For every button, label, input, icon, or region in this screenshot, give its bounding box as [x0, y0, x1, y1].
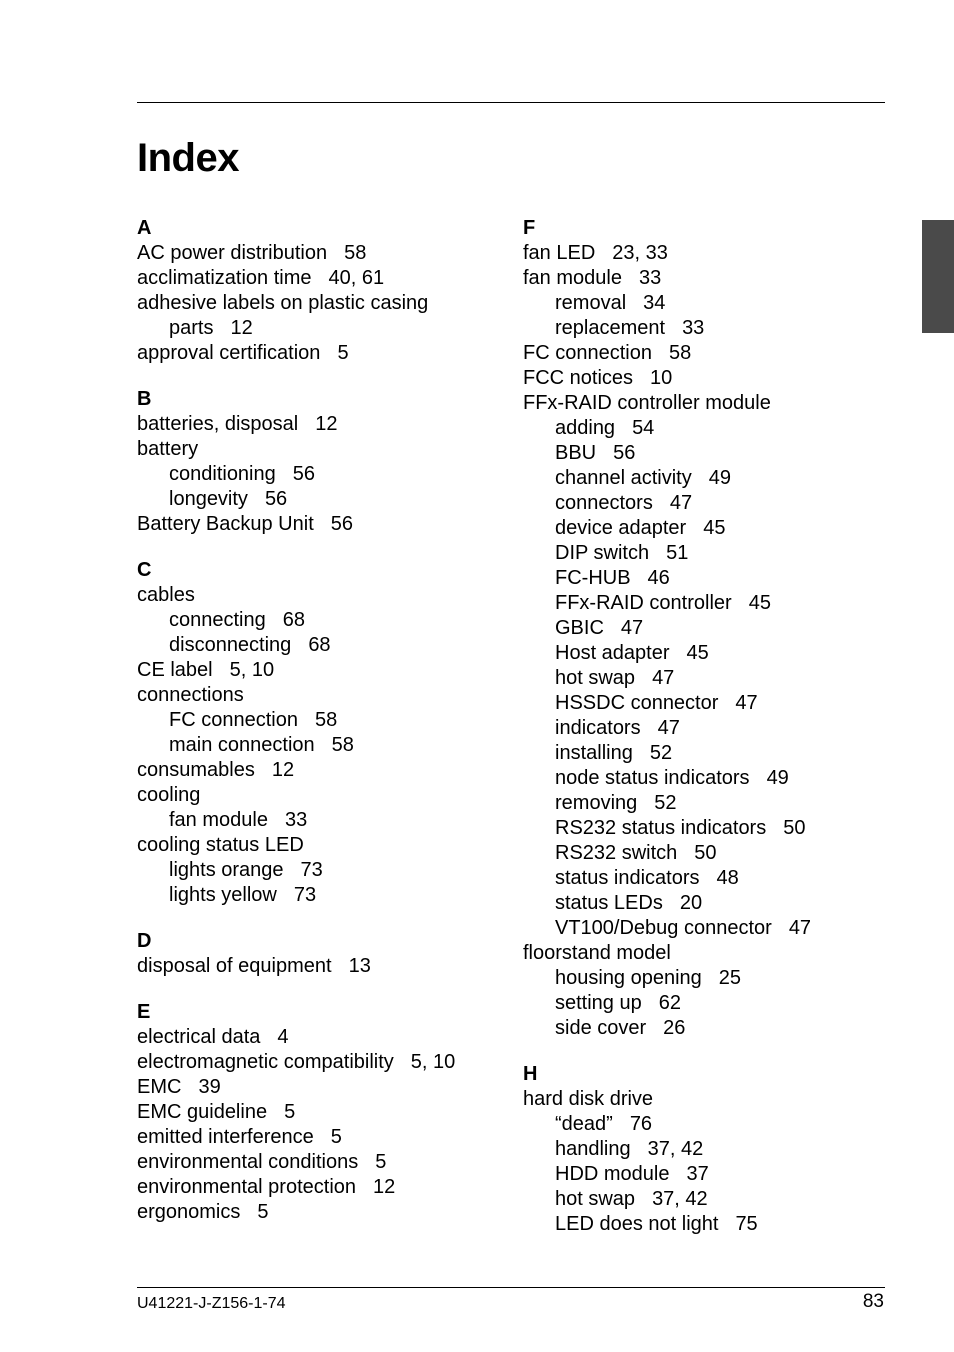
index-term: EMC guideline [137, 1101, 268, 1123]
index-term: floorstand model [523, 942, 671, 964]
index-term: removing [555, 792, 638, 814]
index-page-reference: 73 [293, 884, 317, 906]
index-term: LED does not light [555, 1213, 719, 1235]
index-page-reference: 33 [638, 267, 662, 289]
index-term: status LEDs [555, 892, 663, 914]
index-term: FC connection [523, 342, 652, 364]
index-entry [137, 1025, 507, 1050]
index-term: consumables [137, 759, 255, 781]
index-term: AC power distribution [137, 242, 328, 264]
index-subentry [523, 441, 883, 466]
index-subentry [523, 291, 883, 316]
index-entry [137, 266, 507, 291]
index-entry [137, 291, 507, 316]
index-subentry [137, 462, 507, 487]
index-subentry [523, 816, 883, 841]
index-term: indicators [555, 717, 641, 739]
index-entry [137, 658, 507, 683]
footer-rule [137, 1287, 885, 1288]
index-page-reference: 45 [748, 592, 771, 614]
index-page-reference: 45 [703, 517, 726, 539]
index-page-reference: 56 [264, 488, 288, 510]
index-page-reference: 13 [348, 955, 371, 977]
index-term: hot swap [555, 1188, 636, 1210]
index-entry [523, 391, 883, 416]
index-term: fan module [523, 267, 622, 289]
index-page-reference: 48 [716, 867, 739, 889]
index-entry [137, 1175, 507, 1200]
index-subentry [523, 541, 883, 566]
index-entry [137, 512, 507, 537]
index-entry [137, 954, 507, 979]
index-term: hard disk drive [523, 1088, 654, 1110]
index-term: connecting [169, 609, 266, 631]
index-subentry [137, 608, 507, 633]
index-page-reference: 45 [686, 642, 709, 664]
index-subentry [523, 641, 883, 666]
index-entry [523, 266, 883, 291]
index-term: hot swap [555, 667, 636, 689]
index-term: CE label [137, 659, 213, 681]
index-entry [523, 366, 883, 391]
index-letter-heading: C [137, 559, 152, 581]
index-group [137, 1000, 507, 1225]
index-term: channel activity [555, 467, 692, 489]
index-term: conditioning [169, 463, 276, 485]
index-term: cooling [137, 784, 201, 806]
index-page-reference: 54 [632, 417, 655, 439]
index-subentry [523, 916, 883, 941]
index-term: fan LED [523, 242, 596, 264]
index-page-reference: 68 [282, 609, 305, 631]
index-page-reference: 62 [658, 992, 681, 1014]
index-entry [137, 783, 507, 808]
index-letter-heading: H [523, 1063, 538, 1085]
index-subentry [523, 1187, 883, 1212]
index-subentry [523, 666, 883, 691]
footer-page-number: 83 [862, 1291, 884, 1312]
index-entry [137, 1100, 507, 1125]
index-entry [523, 1087, 883, 1112]
index-page-reference: 5 [284, 1101, 296, 1123]
index-subentry [523, 716, 883, 741]
index-term: HDD module [555, 1163, 670, 1185]
index-entry [137, 1125, 507, 1150]
index-page-reference: 47 [657, 717, 680, 739]
index-page-reference: 73 [300, 859, 323, 881]
index-subentry [523, 516, 883, 541]
index-page-reference: 56 [330, 513, 353, 535]
index-term: side cover [555, 1017, 647, 1039]
index-term: setting up [555, 992, 642, 1014]
index-subentry [523, 316, 883, 341]
index-page-reference: 68 [308, 634, 331, 656]
index-subentry [523, 1137, 883, 1162]
index-page-reference: 37, 42 [647, 1138, 704, 1160]
index-group [137, 216, 507, 366]
index-letter-heading: E [137, 1001, 151, 1023]
index-subentry [137, 708, 507, 733]
index-subentry [523, 566, 883, 591]
index-group [137, 558, 507, 908]
index-column-right [523, 216, 883, 1258]
index-subentry [523, 491, 883, 516]
index-term: FFx-RAID controller [555, 592, 732, 614]
index-subentry [523, 466, 883, 491]
index-term: removal [555, 292, 627, 314]
index-page-reference: 50 [783, 817, 806, 839]
index-page-reference: 51 [666, 542, 689, 564]
index-subentry [137, 633, 507, 658]
index-letter-heading: D [137, 930, 152, 952]
index-letter-heading: A [137, 217, 152, 239]
index-term: EMC [137, 1076, 182, 1098]
index-term: batteries, disposal [137, 413, 299, 435]
index-term: “dead” [555, 1113, 613, 1135]
index-group [523, 1062, 883, 1237]
index-subentry [523, 1016, 883, 1041]
index-page-reference: 47 [669, 492, 693, 514]
index-subentry [523, 616, 883, 641]
index-page-reference: 50 [694, 842, 717, 864]
index-column-left [137, 216, 507, 1246]
index-term: FCC notices [523, 367, 634, 389]
index-entry [137, 1200, 507, 1225]
index-subentry [137, 883, 507, 908]
index-term: FFx-RAID controller module [523, 392, 771, 414]
index-term: battery [137, 438, 199, 460]
header-rule [137, 102, 885, 103]
index-entry [137, 583, 507, 608]
index-subentry [523, 766, 883, 791]
index-term: Host adapter [555, 642, 670, 664]
index-entry [137, 1075, 507, 1100]
index-group [137, 929, 507, 979]
index-entry [137, 437, 507, 462]
index-term: status indicators [555, 867, 700, 889]
index-page-reference: 56 [292, 463, 315, 485]
index-term: fan module [169, 809, 268, 831]
index-page-reference: 37 [686, 1163, 709, 1185]
index-term: lights orange [169, 859, 284, 881]
index-page-reference: 47 [652, 667, 675, 689]
index-term: installing [555, 742, 633, 764]
index-page-reference: 12 [230, 317, 253, 339]
index-term: connectors [555, 492, 653, 514]
index-page-reference: 56 [613, 442, 636, 464]
index-page-reference: 58 [331, 734, 354, 756]
index-subentry [137, 858, 507, 883]
index-term: BBU [555, 442, 597, 464]
index-page-reference: 12 [271, 759, 295, 781]
index-term: parts [169, 317, 214, 339]
index-group [137, 387, 507, 537]
index-page-reference: 26 [663, 1017, 686, 1039]
index-letter-heading: F [523, 217, 536, 239]
index-subentry [137, 487, 507, 512]
index-page-reference: 10 [650, 367, 673, 389]
chapter-thumb-tab [922, 220, 954, 333]
index-subentry [137, 316, 507, 341]
index-entry [137, 833, 507, 858]
index-term: emitted interference [137, 1126, 314, 1148]
index-entry [523, 241, 883, 266]
index-term: node status indicators [555, 767, 750, 789]
index-page-reference: 52 [649, 742, 673, 764]
index-term: device adapter [555, 517, 687, 539]
index-page-reference: 5 [330, 1126, 342, 1148]
index-subentry [523, 591, 883, 616]
index-term: adding [555, 417, 616, 439]
index-term: connections [137, 684, 244, 706]
index-page-reference: 58 [344, 242, 367, 264]
index-page-reference: 25 [718, 967, 742, 989]
index-page-reference: 34 [643, 292, 666, 314]
index-page-reference: 75 [735, 1213, 758, 1235]
index-term: disconnecting [169, 634, 292, 656]
index-term: disposal of equipment [137, 955, 332, 977]
index-subentry [523, 866, 883, 891]
index-term: GBIC [555, 617, 604, 639]
index-term: Battery Backup Unit [137, 513, 314, 535]
index-term: ergonomics [137, 1201, 241, 1223]
index-entry [137, 758, 507, 783]
index-entry [137, 241, 507, 266]
footer-document-id: U41221-J-Z156-1-74 [137, 1295, 286, 1312]
index-page-reference: 52 [654, 792, 677, 814]
index-page-reference: 5 [257, 1201, 269, 1223]
index-page-reference: 33 [682, 317, 705, 339]
index-page-reference: 5 [375, 1151, 387, 1173]
index-term: RS232 status indicators [555, 817, 767, 839]
index-term: HSSDC connector [555, 692, 719, 714]
index-subentry [137, 808, 507, 833]
index-page-reference: 76 [629, 1113, 653, 1135]
index-term: electrical data [137, 1026, 261, 1048]
index-page-reference: 47 [620, 617, 644, 639]
index-entry [137, 1050, 507, 1075]
index-term: environmental protection [137, 1176, 357, 1198]
index-page-reference: 40, 61 [328, 267, 385, 289]
index-term: lights yellow [169, 884, 277, 906]
index-subentry [523, 741, 883, 766]
index-letter-heading: B [137, 388, 152, 410]
index-entry [523, 941, 883, 966]
index-entry [137, 683, 507, 708]
index-subentry [523, 691, 883, 716]
index-term: replacement [555, 317, 666, 339]
index-subentry [523, 891, 883, 916]
index-subentry [523, 1212, 883, 1237]
index-term: FC-HUB [555, 567, 631, 589]
index-page-reference: 47 [788, 917, 812, 939]
index-term: RS232 switch [555, 842, 678, 864]
index-group [523, 216, 883, 1041]
index-entry [137, 341, 507, 366]
index-term: electromagnetic compatibility [137, 1051, 394, 1073]
index-term: acclimatization time [137, 267, 312, 289]
index-page-reference: 58 [314, 709, 338, 731]
index-term: DIP switch [555, 542, 650, 564]
index-subentry [523, 791, 883, 816]
index-page-reference: 37, 42 [652, 1188, 708, 1210]
index-term: cables [137, 584, 195, 606]
index-page-reference: 39 [198, 1076, 221, 1098]
index-page-reference: 58 [668, 342, 692, 364]
index-term: cooling status LED [137, 834, 304, 856]
index-page-reference: 49 [708, 467, 731, 489]
index-entry [137, 412, 507, 437]
index-page-reference: 12 [315, 413, 338, 435]
index-subentry [523, 966, 883, 991]
index-term: adhesive labels on plastic casing [137, 292, 429, 314]
page-title: Index [137, 136, 239, 180]
index-page-reference: 20 [679, 892, 703, 914]
index-page-reference: 5, 10 [229, 659, 275, 681]
index-page-reference: 47 [735, 692, 758, 714]
index-subentry [523, 416, 883, 441]
index-page-reference: 23, 33 [612, 242, 668, 264]
index-page-reference: 49 [766, 767, 789, 789]
index-subentry [523, 991, 883, 1016]
index-subentry [523, 1162, 883, 1187]
index-term: environmental conditions [137, 1151, 359, 1173]
index-entry [137, 1150, 507, 1175]
index-subentry [523, 1112, 883, 1137]
index-page-reference: 5 [337, 342, 349, 364]
index-term: main connection [169, 734, 315, 756]
index-entry [523, 341, 883, 366]
index-subentry [137, 733, 507, 758]
index-term: approval certification [137, 342, 321, 364]
index-page-reference: 46 [647, 567, 670, 589]
index-term: housing opening [555, 967, 702, 989]
index-page-reference: 33 [284, 809, 308, 831]
index-subentry [523, 841, 883, 866]
index-page-reference: 12 [373, 1176, 396, 1198]
index-page-reference: 4 [277, 1026, 289, 1048]
index-page-reference: 5, 10 [410, 1051, 456, 1073]
index-term: VT100/Debug connector [555, 917, 772, 939]
index-term: longevity [169, 488, 248, 510]
index-term: handling [555, 1138, 631, 1160]
index-term: FC connection [169, 709, 298, 731]
